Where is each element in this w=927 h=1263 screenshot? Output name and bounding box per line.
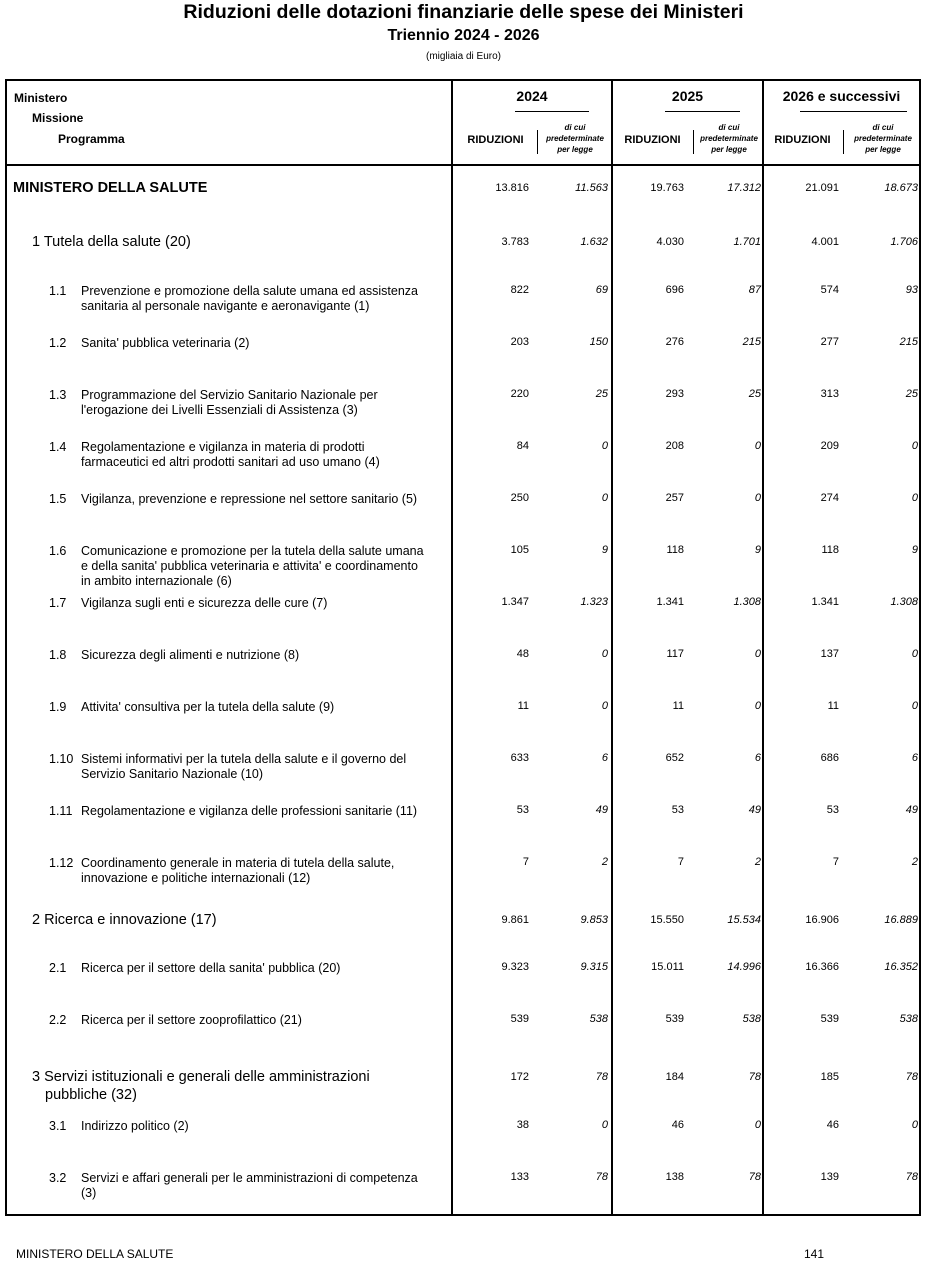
year-underline xyxy=(800,111,907,112)
predeterminate-value: 0 xyxy=(754,492,761,504)
predeterminate-value: 17.312 xyxy=(727,182,761,194)
riduzioni-value: 822 xyxy=(510,284,529,296)
column-divider xyxy=(762,79,764,1216)
program-row-label: farmaceutici ed altri prodotti sanitari ad uso umano (4) xyxy=(81,455,380,469)
unit-note: (migliaia di Euro) xyxy=(425,51,502,62)
riduzioni-value: 208 xyxy=(665,440,684,452)
year-header-1: 2025 xyxy=(671,88,704,104)
program-row-label: Prevenzione e promozione della salute umana ed assistenza xyxy=(81,284,419,298)
riduzioni-value: 652 xyxy=(665,752,684,764)
predeterminate-value: 69 xyxy=(595,284,608,296)
riduzioni-value: 9.323 xyxy=(501,961,529,973)
program-row-label: Regolamentazione e vigilanza in materia di prodotti xyxy=(81,440,365,454)
predeterminate-value: 215 xyxy=(742,336,761,348)
header-separator xyxy=(5,164,921,166)
mission-row-label: 2 Ricerca e innovazione (17) xyxy=(32,912,217,928)
riduzioni-value: 118 xyxy=(666,544,684,556)
predeterminate-line: di cui xyxy=(564,123,586,132)
riduzioni-value: 7 xyxy=(832,856,839,868)
predeterminate-value: 1.323 xyxy=(580,596,608,608)
year-underline xyxy=(515,111,589,112)
program-number: 1.8 xyxy=(49,648,67,662)
predeterminate-value: 49 xyxy=(595,804,608,816)
riduzioni-value: 257 xyxy=(665,492,684,504)
predeterminate-value: 78 xyxy=(595,1171,608,1183)
predeterminate-value: 9.315 xyxy=(580,961,608,973)
riduzioni-value: 11 xyxy=(517,700,529,712)
predeterminate-value: 16.889 xyxy=(884,914,918,926)
riduzioni-value: 1.341 xyxy=(811,596,839,608)
predeterminate-value: 49 xyxy=(905,804,918,816)
predeterminate-value: 0 xyxy=(754,700,761,712)
riduzioni-value: 11 xyxy=(827,700,839,712)
page-title: Riduzioni delle dotazioni finanziarie delle spese dei Ministeri xyxy=(183,1,744,23)
mission-row-label: 1 Tutela della salute (20) xyxy=(32,234,191,250)
riduzioni-value: 16.906 xyxy=(805,914,839,926)
riduzioni-value: 53 xyxy=(516,804,529,816)
program-number: 1.4 xyxy=(49,440,67,454)
program-number: 1.10 xyxy=(49,752,74,766)
riduzioni-value: 274 xyxy=(820,492,839,504)
predeterminate-value: 0 xyxy=(601,440,608,452)
program-number: 2.2 xyxy=(49,1013,67,1027)
predeterminate-value: 87 xyxy=(748,284,761,296)
predeterminate-value: 1.701 xyxy=(733,236,761,248)
riduzioni-value: 84 xyxy=(516,440,529,452)
predeterminate-value: 1.632 xyxy=(580,236,608,248)
program-row-label: Ricerca per il settore zooprofilattico (21) xyxy=(81,1013,302,1027)
predeterminate-value: 78 xyxy=(595,1071,608,1083)
predeterminate-value: 538 xyxy=(589,1013,608,1025)
riduzioni-value: 1.341 xyxy=(656,596,684,608)
predeterminate-value: 9.853 xyxy=(580,914,608,926)
predeterminate-value: 2 xyxy=(601,856,608,868)
program-row-label: Servizi e affari generali per le amministrazioni di competenza xyxy=(81,1171,418,1185)
predeterminate-value: 0 xyxy=(601,648,608,660)
program-number: 3.2 xyxy=(49,1171,67,1185)
riduzioni-value: 139 xyxy=(820,1171,839,1183)
predeterminate-line: predeterminate xyxy=(546,134,604,143)
page-number: 141 xyxy=(804,1247,825,1261)
riduzioni-value: 117 xyxy=(666,648,684,660)
program-row-label: Vigilanza sugli enti e sicurezza delle cure (7) xyxy=(81,596,328,610)
predeterminate-value: 9 xyxy=(601,544,608,556)
predeterminate-value: 538 xyxy=(742,1013,761,1025)
program-row-label: Servizio Sanitario Nazionale (10) xyxy=(81,767,264,781)
predeterminate-value: 9 xyxy=(911,544,918,556)
riduzioni-value: 539 xyxy=(820,1013,839,1025)
ministry-row-label: MINISTERO DELLA SALUTE xyxy=(13,180,208,196)
predeterminate-value: 0 xyxy=(911,440,918,452)
program-row-label: Attivita' consultiva per la tutela della salute (9) xyxy=(81,700,335,714)
riduzioni-value: 574 xyxy=(820,284,839,296)
program-row-label: Sicurezza degli alimenti e nutrizione (8) xyxy=(81,648,300,662)
riduzioni-value: 633 xyxy=(510,752,529,764)
mission-row-label: pubbliche (32) xyxy=(45,1087,137,1103)
program-row-label: Ricerca per il settore della sanita' pubblica (20) xyxy=(81,961,341,975)
predeterminate-value: 150 xyxy=(589,336,608,348)
program-number: 1.7 xyxy=(49,596,67,610)
riduzioni-header: RIDUZIONI xyxy=(774,134,831,146)
predeterminate-value: 1.308 xyxy=(890,596,918,608)
riduzioni-value: 4.001 xyxy=(811,236,839,248)
riduzioni-value: 21.091 xyxy=(805,182,839,194)
riduzioni-value: 185 xyxy=(820,1071,839,1083)
program-row-label: Comunicazione e promozione per la tutela della salute umana xyxy=(81,544,424,558)
program-number: 1.6 xyxy=(49,544,67,558)
riduzioni-value: 138 xyxy=(665,1171,684,1183)
riduzioni-value: 172 xyxy=(510,1071,529,1083)
riduzioni-value: 220 xyxy=(510,388,529,400)
predeterminate-value: 0 xyxy=(601,700,608,712)
riduzioni-value: 250 xyxy=(510,492,529,504)
predeterminate-value: 0 xyxy=(911,1119,918,1131)
riduzioni-value: 46 xyxy=(826,1119,839,1131)
riduzioni-value: 276 xyxy=(665,336,684,348)
riduzioni-header: RIDUZIONI xyxy=(624,134,681,146)
riduzioni-value: 48 xyxy=(516,648,529,660)
riduzioni-value: 38 xyxy=(516,1119,529,1131)
riduzioni-value: 203 xyxy=(510,336,529,348)
riduzioni-value: 13.816 xyxy=(495,182,529,194)
predeterminate-value: 0 xyxy=(911,648,918,660)
predeterminate-value: 1.308 xyxy=(733,596,761,608)
predeterminate-value: 0 xyxy=(754,440,761,452)
riduzioni-value: 539 xyxy=(665,1013,684,1025)
predeterminate-value: 49 xyxy=(748,804,761,816)
riduzioni-value: 16.366 xyxy=(805,961,839,973)
predeterminate-header xyxy=(538,122,612,155)
predeterminate-value: 14.996 xyxy=(727,961,761,973)
riduzioni-value: 53 xyxy=(671,804,684,816)
program-row-label: l'erogazione dei Livelli Essenziali di Assistenza (3) xyxy=(81,403,358,417)
riduzioni-value: 118 xyxy=(821,544,839,556)
predeterminate-value: 2 xyxy=(754,856,761,868)
predeterminate-value: 11.563 xyxy=(575,182,608,194)
predeterminate-value: 0 xyxy=(911,492,918,504)
predeterminate-line: per legge xyxy=(557,145,593,154)
predeterminate-value: 15.534 xyxy=(727,914,761,926)
predeterminate-line: predeterminate xyxy=(854,134,912,143)
riduzioni-value: 137 xyxy=(820,648,839,660)
predeterminate-value: 78 xyxy=(905,1171,918,1183)
predeterminate-header xyxy=(844,122,922,155)
program-number: 1.12 xyxy=(49,856,74,870)
predeterminate-line: di cui xyxy=(872,123,894,132)
predeterminate-value: 0 xyxy=(601,492,608,504)
riduzioni-value: 686 xyxy=(820,752,839,764)
predeterminate-value: 6 xyxy=(911,752,918,764)
riduzioni-header: RIDUZIONI xyxy=(467,134,524,146)
footer-ministry: MINISTERO DELLA SALUTE xyxy=(16,1247,174,1261)
riduzioni-value: 1.347 xyxy=(501,596,529,608)
program-number: 2.1 xyxy=(49,961,67,975)
riduzioni-value: 9.861 xyxy=(501,914,529,926)
program-row-label: Sistemi informativi per la tutela della salute e il governo del xyxy=(81,752,407,766)
column-divider xyxy=(451,79,453,1216)
riduzioni-value: 696 xyxy=(665,284,684,296)
program-number: 1.5 xyxy=(49,492,67,506)
predeterminate-value: 78 xyxy=(748,1071,761,1083)
header-missione: Missione xyxy=(32,111,84,125)
program-row-label: e della sanita' pubblica veterinaria e attivita' e coordinamento xyxy=(81,559,418,573)
program-row-label: Regolamentazione e vigilanza delle professioni sanitarie (11) xyxy=(81,804,418,818)
predeterminate-value: 25 xyxy=(748,388,761,400)
page-subtitle: Triennio 2024 - 2026 xyxy=(387,27,540,44)
riduzioni-value: 209 xyxy=(820,440,839,452)
predeterminate-value: 9 xyxy=(754,544,761,556)
predeterminate-header xyxy=(694,122,764,155)
program-number: 1.9 xyxy=(49,700,67,714)
program-row-label: Sanita' pubblica veterinaria (2) xyxy=(81,336,250,350)
riduzioni-value: 184 xyxy=(665,1071,684,1083)
predeterminate-value: 16.352 xyxy=(884,961,918,973)
predeterminate-value: 25 xyxy=(595,388,608,400)
program-row-label: Coordinamento generale in materia di tutela della salute, xyxy=(81,856,395,870)
program-row-label: innovazione e politiche internazionali (12) xyxy=(81,871,311,885)
riduzioni-value: 19.763 xyxy=(650,182,684,194)
riduzioni-value: 133 xyxy=(510,1171,529,1183)
riduzioni-value: 4.030 xyxy=(656,236,684,248)
program-number: 1.1 xyxy=(49,284,67,298)
year-header-0: 2024 xyxy=(516,88,548,104)
predeterminate-value: 215 xyxy=(899,336,918,348)
program-row-label: (3) xyxy=(81,1186,97,1200)
riduzioni-value: 53 xyxy=(826,804,839,816)
riduzioni-value: 15.011 xyxy=(651,961,684,973)
riduzioni-value: 293 xyxy=(665,388,684,400)
predeterminate-value: 0 xyxy=(601,1119,608,1131)
predeterminate-line: predeterminate xyxy=(700,134,758,143)
predeterminate-value: 6 xyxy=(601,752,608,764)
predeterminate-value: 25 xyxy=(905,388,918,400)
predeterminate-value: 0 xyxy=(754,648,761,660)
program-row-label: sanitaria al personale navigante e aeronavigante (1) xyxy=(81,299,370,313)
predeterminate-value: 78 xyxy=(905,1071,918,1083)
predeterminate-line: per legge xyxy=(711,145,747,154)
predeterminate-value: 78 xyxy=(748,1171,761,1183)
predeterminate-value: 538 xyxy=(899,1013,918,1025)
riduzioni-value: 7 xyxy=(522,856,529,868)
riduzioni-value: 3.783 xyxy=(501,236,529,248)
program-number: 1.2 xyxy=(49,336,67,350)
predeterminate-value: 0 xyxy=(911,700,918,712)
header-programma: Programma xyxy=(58,132,125,146)
program-number: 1.3 xyxy=(49,388,67,402)
program-row-label: in ambito internazionale (6) xyxy=(81,574,232,588)
predeterminate-line: di cui xyxy=(718,123,740,132)
program-row-label: Vigilanza, prevenzione e repressione nel settore sanitario (5) xyxy=(81,492,418,506)
program-row-label: Programmazione del Servizio Sanitario Nazionale per xyxy=(81,388,378,402)
column-divider xyxy=(611,79,613,1216)
program-number: 1.11 xyxy=(49,804,73,818)
riduzioni-value: 105 xyxy=(510,544,529,556)
riduzioni-value: 539 xyxy=(510,1013,529,1025)
riduzioni-value: 46 xyxy=(671,1119,684,1131)
riduzioni-value: 277 xyxy=(820,336,839,348)
predeterminate-line: per legge xyxy=(865,145,901,154)
riduzioni-value: 7 xyxy=(677,856,684,868)
predeterminate-value: 0 xyxy=(754,1119,761,1131)
header-ministero: Ministero xyxy=(14,91,68,105)
mission-row-label: 3 Servizi istituzionali e generali delle amministrazioni xyxy=(32,1069,370,1085)
year-header-2: 2026 e successivi xyxy=(782,88,901,104)
predeterminate-value: 1.706 xyxy=(890,236,918,248)
riduzioni-value: 11 xyxy=(672,700,684,712)
year-underline xyxy=(665,111,740,112)
predeterminate-value: 6 xyxy=(754,752,761,764)
program-row-label: Indirizzo politico (2) xyxy=(81,1119,189,1133)
riduzioni-value: 15.550 xyxy=(650,914,684,926)
predeterminate-value: 2 xyxy=(911,856,918,868)
predeterminate-value: 18.673 xyxy=(884,182,918,194)
riduzioni-value: 313 xyxy=(820,388,839,400)
program-number: 3.1 xyxy=(49,1119,67,1133)
predeterminate-value: 93 xyxy=(905,284,918,296)
